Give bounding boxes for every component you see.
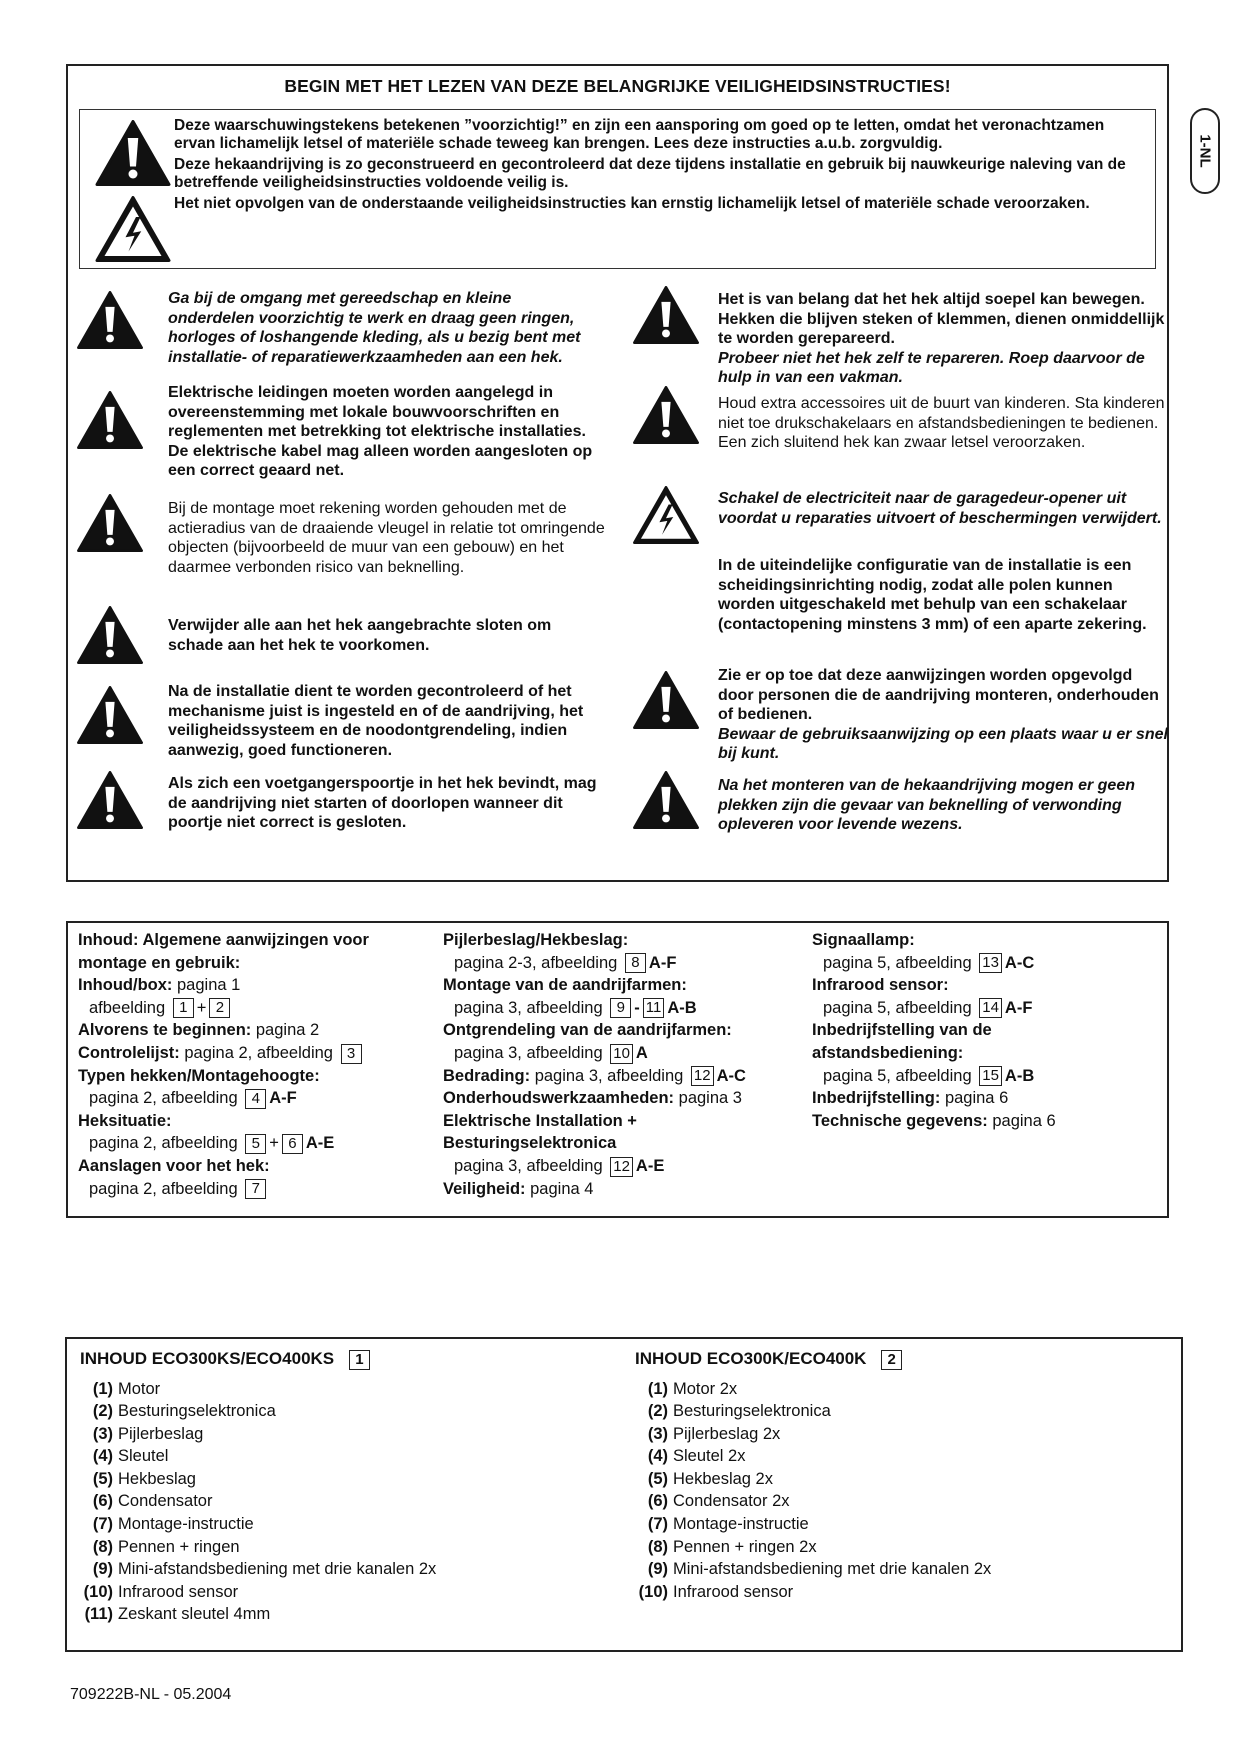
item-number: (2)	[647, 1402, 668, 1421]
item-label: Pijlerbeslag	[118, 1424, 204, 1443]
contents-title-text: INHOUD ECO300K/ECO400K	[635, 1349, 867, 1368]
item-label: Zeskant sleutel 4mm	[118, 1605, 271, 1624]
figure-number: 6	[282, 1134, 303, 1154]
contents-title	[635, 1349, 1175, 1370]
toc-sep: -	[634, 998, 640, 1017]
toc-page: pagina 5, afbeelding	[823, 953, 972, 972]
toc-label: Signaallamp:	[812, 931, 915, 949]
document-code: 709222B-NL - 05.2004	[70, 1686, 232, 1703]
list-item	[635, 1558, 1175, 1581]
item-number: (1)	[647, 1379, 668, 1398]
list-item	[635, 1423, 1175, 1446]
warning-text-isolation: In de uiteindelijke configuratie van de installatie is een scheidingsinrichting nodig, zodat alle polen kunnen worden uitgeschakeld met behulp van een schakelaar (contactopening minstens 3 mm) of een aparte zekering.	[718, 557, 1147, 633]
toc-page: pagina 3, afbeelding	[534, 1066, 684, 1085]
toc-label: Pijlerbeslag/Hekbeslag:	[443, 931, 629, 949]
toc-page: pagina 2, afbeelding	[89, 1089, 238, 1108]
figure-number: 3	[341, 1044, 362, 1064]
list-item	[80, 1603, 620, 1626]
list-item	[635, 1581, 1175, 1604]
list-item	[635, 1445, 1175, 1468]
warning-text-part: Bewaar de gebruiksaanwijzing op een plaats waar u er snel bij kunt.	[718, 725, 1168, 763]
toc-heading: montage en gebruik:	[78, 953, 241, 972]
table-of-contents	[66, 921, 1169, 1218]
list-item	[635, 1378, 1175, 1401]
toc-page: pagina 3, afbeelding	[454, 1156, 603, 1175]
figure-suffix: A-F	[269, 1089, 297, 1108]
warning-exclamation-icon	[77, 391, 143, 449]
warning-exclamation-icon	[77, 494, 143, 552]
item-number: (11)	[84, 1605, 113, 1624]
toc-entry	[812, 997, 1152, 1020]
toc-label: Inbedrijfstelling van de	[812, 1021, 992, 1040]
figure-number: 9	[610, 998, 631, 1018]
item-number: (8)	[647, 1537, 668, 1556]
toc-entry	[78, 1042, 438, 1065]
warning-text-part: Zie er op toe dat deze aanwijzingen worden opgevolgd door personen die de aandrijving monteren, onderhouden of bedienen.	[718, 667, 1159, 724]
item-number: (7)	[92, 1515, 113, 1534]
item-number: (4)	[92, 1447, 113, 1466]
intro-paragraph: Het niet opvolgen van de onderstaande veiligheidsinstructies kan ernstig lichamelijk letsel of materiële schade veroorzaken.	[174, 195, 1090, 212]
figure-suffix: A	[635, 1043, 648, 1062]
item-number: (9)	[92, 1560, 113, 1579]
item-label: Montage-instructie	[118, 1515, 254, 1534]
item-label: Condensator	[118, 1492, 213, 1511]
figure-number: 12	[610, 1157, 633, 1177]
list-item	[80, 1468, 620, 1491]
item-number: (10)	[83, 1582, 113, 1601]
toc-column-3	[812, 929, 1152, 1132]
toc-sep: +	[196, 998, 207, 1017]
item-number: (7)	[647, 1515, 668, 1534]
toc-label: Controlelijst:	[78, 1043, 180, 1062]
figure-number: 5	[245, 1134, 266, 1154]
warning-exclamation-icon	[77, 686, 143, 744]
electric-shock-warning-icon	[94, 196, 172, 262]
warning-text-check: Na de installatie dient te worden gecontroleerd of het mechanisme juist is ingesteld en of de aandrijving, het veiligheidssysteem en de noodontgrendeling, indien aanwezig, goed functioneren.	[168, 683, 584, 759]
figure-number: 10	[610, 1044, 633, 1064]
electric-shock-warning-icon	[633, 486, 699, 544]
item-label: Mini-afstandsbediening met drie kanalen 2x	[118, 1560, 437, 1579]
item-label: Sleutel	[118, 1447, 169, 1466]
toc-page: pagina 2, afbeelding	[89, 1134, 238, 1153]
item-number: (10)	[638, 1582, 668, 1601]
warning-text-children: Houd extra accessoires uit de buurt van kinderen. Sta kinderen niet toe drukschakelaars en afstandsbedieningen te bedienen. Een zich sluitend hek kan zwaar letsel veroorzaken.	[718, 395, 1165, 452]
list-item	[80, 1490, 620, 1513]
toc-entry	[78, 1019, 438, 1042]
figure-number: 2	[209, 998, 230, 1018]
package-contents-box	[65, 1337, 1183, 1652]
toc-entry	[443, 997, 803, 1020]
warning-exclamation-icon	[77, 771, 143, 829]
toc-page: afbeelding	[89, 998, 166, 1017]
figure-number: 13	[979, 953, 1002, 973]
warning-exclamation-icon	[633, 671, 699, 729]
list-item	[80, 1536, 620, 1559]
toc-entry	[443, 1042, 803, 1065]
warning-text-electrical: Elektrische leidingen moeten worden aangelegd in overeenstemming met lokale bouwvoorschriften en reglementen met betrekking tot elektrische installaties. De elektrische kabel mag alleen worden aangesloten op een correct geaard net.	[168, 384, 593, 480]
item-label: Mini-afstandsbediening met drie kanalen 2x	[673, 1560, 992, 1579]
intro-text	[174, 117, 1149, 216]
list-item	[80, 1558, 620, 1581]
toc-label: Technische gegevens:	[812, 1111, 988, 1130]
item-label: Motor	[118, 1379, 161, 1398]
toc-entry	[812, 952, 1152, 975]
list-item	[635, 1536, 1175, 1559]
item-label: Infrarood sensor	[673, 1582, 794, 1601]
item-label: Motor 2x	[673, 1379, 738, 1398]
item-number: (1)	[92, 1379, 113, 1398]
figure-number: 14	[979, 998, 1002, 1018]
toc-label: Elektrische Installation +	[443, 1111, 637, 1130]
toc-label: Inhoud/box:	[78, 976, 173, 995]
figure-suffix: A-C	[716, 1066, 746, 1085]
figure-suffix: A-E	[635, 1156, 665, 1175]
warning-text-pinch-points: Na het monteren van de hekaandrijving mogen er geen plekken zijn die gevaar van beknelling of verwonding opleveren voor levende wezens.	[718, 777, 1135, 834]
page-language-tag	[1190, 108, 1220, 194]
warning-text-power-off: Schakel de electriciteit naar de garagedeur-opener uit voordat u reparaties uitvoert of beschermingen verwijdert.	[718, 490, 1162, 527]
toc-entry	[812, 1110, 1152, 1133]
warning-text-part: Het is van belang dat het hek altijd soepel kan bewegen. Hekken die blijven steken of klemmen, dienen onmiddellijk te worden gerepareerd.	[718, 291, 1165, 348]
figure-suffix: A-F	[1004, 998, 1033, 1017]
intro-paragraph: Deze hekaandrijving is zo geconstrueerd en gecontroleerd dat deze tijdens installatie en gebruik bij nauwkeurige naleving van de betreffende veiligheidsinstructies voldoende veilig is.	[174, 156, 1126, 191]
contents-title-text: INHOUD ECO300KS/ECO400KS	[80, 1349, 335, 1368]
toc-entry	[78, 1178, 438, 1201]
intro-paragraph: Deze waarschuwingstekens betekenen ”voorzichtig!” en zijn een aansporing om goed op te letten, omdat het veronachtzamen ervan lichamelijk letsel of materiële schade teweeg kan brengen. Lees deze instructies a.u.b. zorgvuldig.	[174, 117, 1105, 152]
item-label: Besturingselektronica	[118, 1402, 276, 1421]
toc-sep: +	[269, 1134, 279, 1153]
toc-entry	[812, 1087, 1152, 1110]
item-label: Condensator 2x	[673, 1492, 790, 1511]
contents-list	[80, 1378, 620, 1627]
toc-entry	[443, 1155, 803, 1178]
warning-text-pedestrian-door: Als zich een voetgangerspoortje in het hek bevindt, mag de aandrijving niet starten of doorlopen wanneer dit poortje niet correct is gesloten.	[168, 775, 597, 832]
contents-ks	[80, 1349, 620, 1626]
figure-number: 12	[691, 1066, 714, 1086]
toc-heading: Inhoud: Algemene aanwijzingen voor	[78, 931, 369, 949]
figure-suffix: A-F	[648, 953, 677, 972]
list-item	[635, 1490, 1175, 1513]
item-number: (8)	[92, 1537, 113, 1556]
figure-number: 7	[245, 1179, 266, 1199]
toc-page: pagina 6	[992, 1111, 1056, 1130]
item-number: (9)	[647, 1560, 668, 1579]
toc-label: Alvorens te beginnen:	[78, 1021, 252, 1040]
toc-page: pagina 2	[255, 1021, 320, 1040]
toc-page: pagina 6	[944, 1089, 1009, 1108]
warning-exclamation-icon	[633, 286, 699, 344]
figure-suffix: A-C	[1004, 953, 1035, 972]
figure-number: 2	[881, 1350, 902, 1370]
item-number: (3)	[647, 1424, 668, 1443]
toc-label: Aanslagen voor het hek:	[78, 1156, 270, 1175]
figure-suffix: A-B	[667, 998, 697, 1017]
item-number: (5)	[647, 1469, 668, 1488]
toc-label: Besturingselektronica	[443, 1134, 617, 1153]
list-item	[80, 1378, 620, 1401]
toc-entry	[443, 1178, 803, 1201]
contents-list	[635, 1378, 1175, 1604]
item-number: (6)	[647, 1492, 668, 1511]
contents-k	[635, 1349, 1175, 1603]
toc-page: pagina 3	[678, 1089, 742, 1108]
toc-entry	[812, 1065, 1152, 1088]
item-number: (2)	[92, 1402, 113, 1421]
page-language-label: 1-NL	[1196, 134, 1214, 168]
toc-entry	[78, 1132, 438, 1155]
warning-text-part: Probeer niet het hek zelf te repareren. Roep daarvoor de hulp in van een vakman.	[718, 349, 1145, 387]
toc-label: Inbedrijfstelling:	[812, 1089, 941, 1108]
warning-text-instructions	[718, 666, 1168, 764]
figure-suffix: A-E	[305, 1134, 335, 1153]
toc-label: Infrarood sensor:	[812, 976, 949, 995]
item-number: (5)	[92, 1469, 113, 1488]
toc-page: pagina 5, afbeelding	[823, 1066, 972, 1085]
figure-number: 11	[643, 998, 665, 1018]
item-number: (4)	[647, 1447, 668, 1466]
toc-entry	[443, 1065, 803, 1088]
intro-box	[79, 109, 1156, 269]
warning-exclamation-icon	[77, 606, 143, 664]
toc-page: pagina 2-3, afbeelding	[454, 953, 618, 972]
toc-label: Veiligheid:	[443, 1179, 526, 1198]
item-number: (6)	[92, 1492, 113, 1511]
figure-number: 1	[173, 998, 194, 1018]
figure-suffix: A-B	[1004, 1066, 1035, 1085]
toc-label: afstandsbediening:	[812, 1043, 964, 1062]
toc-page: pagina 3, afbeelding	[454, 1043, 603, 1062]
list-item	[80, 1400, 620, 1423]
warning-exclamation-icon	[94, 120, 172, 186]
toc-page: pagina 2, afbeelding	[184, 1043, 333, 1062]
figure-number: 4	[245, 1089, 266, 1109]
toc-entry	[78, 974, 438, 997]
safety-instructions-box	[66, 64, 1169, 882]
toc-page: pagina 1	[177, 976, 241, 995]
warning-text-smooth-gate	[718, 290, 1168, 388]
figure-number: 8	[625, 953, 646, 973]
warning-exclamation-icon	[633, 386, 699, 444]
warning-exclamation-icon	[77, 291, 143, 349]
list-item	[80, 1581, 620, 1604]
contents-title	[80, 1349, 620, 1370]
item-label: Sleutel 2x	[673, 1447, 746, 1466]
item-label: Pennen + ringen 2x	[673, 1537, 817, 1556]
toc-column-2	[443, 929, 803, 1200]
toc-page: pagina 3, afbeelding	[454, 998, 603, 1017]
warning-text-tools: Ga bij de omgang met gereedschap en kleine onderdelen voorzichtig te werk en draag geen ringen, horloges of loshangende kleding, als u bezig bent met installatie- of reparatiewerkzaamheden aan een hek.	[168, 290, 581, 366]
toc-column-1	[78, 929, 438, 1200]
toc-label: Onderhoudswerkzaamheden:	[443, 1089, 675, 1108]
toc-entry	[78, 997, 438, 1020]
figure-number: 15	[979, 1066, 1002, 1086]
list-item	[80, 1513, 620, 1536]
toc-label: Typen hekken/Montagehoogte:	[78, 1066, 320, 1085]
toc-entry	[78, 1087, 438, 1110]
toc-label: Bedrading:	[443, 1066, 531, 1085]
list-item	[635, 1400, 1175, 1423]
toc-label: Heksituatie:	[78, 1111, 172, 1130]
item-label: Hekbeslag	[118, 1469, 196, 1488]
item-label: Infrarood sensor	[118, 1582, 239, 1601]
toc-page: pagina 2, afbeelding	[89, 1179, 238, 1198]
list-item	[80, 1445, 620, 1468]
warning-exclamation-icon	[633, 771, 699, 829]
item-label: Pijlerbeslag 2x	[673, 1424, 781, 1443]
toc-page: pagina 4	[530, 1179, 594, 1198]
item-label: Montage-instructie	[673, 1515, 809, 1534]
item-number: (3)	[92, 1424, 113, 1443]
list-item	[635, 1468, 1175, 1491]
warning-text-locks: Verwijder alle aan het hek aangebrachte sloten om schade aan het hek te voorkomen.	[168, 617, 552, 654]
item-label: Hekbeslag 2x	[673, 1469, 773, 1488]
figure-number: 1	[349, 1350, 370, 1370]
toc-page: pagina 5, afbeelding	[823, 998, 972, 1017]
list-item	[80, 1423, 620, 1446]
item-label: Pennen + ringen	[118, 1537, 240, 1556]
toc-entry	[443, 1087, 803, 1110]
toc-entry	[443, 952, 803, 975]
toc-label: Ontgrendeling van de aandrijfarmen:	[443, 1021, 732, 1040]
warning-text-radius: Bij de montage moet rekening worden gehouden met de actieradius van de draaiende vleugel in relatie tot omringende objecten (bijvoorbeeld de muur van een gebouw) en het daarmee verbonden risico van beknelling.	[168, 500, 605, 576]
toc-label: Montage van de aandrijfarmen:	[443, 976, 687, 995]
safety-heading: BEGIN MET HET LEZEN VAN DEZE BELANGRIJKE VEILIGHEIDSINSTRUCTIES!	[284, 76, 951, 96]
list-item	[635, 1513, 1175, 1536]
item-label: Besturingselektronica	[673, 1402, 831, 1421]
